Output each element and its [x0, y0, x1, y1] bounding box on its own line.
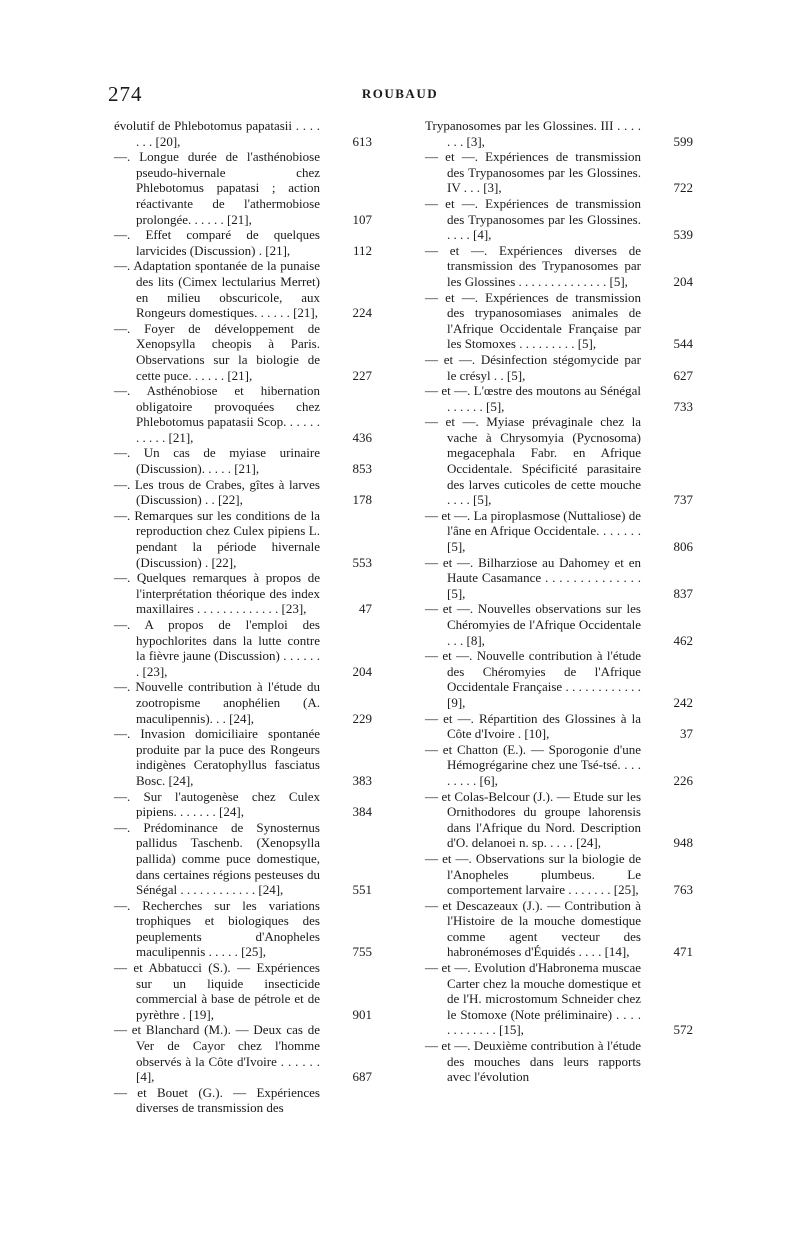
entry-text: —. Les trous de Crabes, gîtes à larves (Discussion) . . [22], — [114, 476, 320, 508]
entry-text: — et Colas-Belcour (J.). — Etude sur les Ornithodores du groupe lahorensis dans l'Afrique du Nord. Description d'O. delanoei n. sp. . . . . [24], — [425, 788, 641, 851]
index-entry — [114, 321, 372, 383]
index-entry — [425, 960, 693, 1038]
entry-page-number: 242 — [673, 694, 693, 710]
index-entry — [425, 555, 693, 602]
entry-page-number: 763 — [673, 882, 693, 898]
index-entry — [425, 414, 693, 508]
entry-text: —. Quelques remarques à propos de l'interprétation théorique des index maxillaires . . . . . . . . . . . . . [23], — [114, 570, 320, 617]
index-entry — [425, 196, 693, 243]
entry-page-number: 544 — [673, 336, 693, 352]
entry-text: —. A propos de l'emploi des hypochlorites dans la lutte contre la fièvre jaune (Discussion) . . . . . . . [23], — [114, 617, 320, 679]
entry-text: — et —. Expériences de transmission des Trypanosomes par les Glossines. IV . . . [3], — [425, 149, 641, 196]
entry-text: — et Chatton (E.). — Sporogonie d'une Hémogrégarine chez une Tsé-tsé. . . . . . . . . [6], — [425, 741, 641, 788]
entry-page-number: 901 — [352, 1006, 372, 1022]
index-entry — [114, 617, 372, 679]
entry-text: — et —. Observations sur la biologie de l'Anopheles plumbeus. Le comportement larvaire . . . . . . . [25], — [425, 850, 641, 898]
entry-text: — et —. La piroplasmose (Nuttaliose) de l'âne en Afrique Occidentale. . . . . . . [5], — [425, 507, 641, 555]
entry-page-number: 572 — [673, 1022, 693, 1038]
entry-page-number: 687 — [352, 1069, 372, 1085]
entry-text: — et —. Expériences de transmission des Trypanosomes par les Glossines. . . . . [4], — [425, 195, 641, 243]
left-column — [114, 118, 372, 1116]
entry-page-number: 599 — [673, 133, 693, 149]
entry-page-number: 227 — [352, 367, 372, 383]
index-entry — [114, 570, 372, 617]
entry-text: — et —. Bilharziose au Dahomey et en Haute Casamance . . . . . . . . . . . . . . [5], — [425, 554, 641, 601]
entry-text: — et —. Evolution d'Habronema muscae Carter chez la mouche domestique et de l'H. microstomum Schneider chez le Stomoxe (Note préliminaire) . . . . . . . . . . . . [15], — [425, 960, 641, 1038]
entry-page-number: 204 — [673, 273, 693, 289]
entry-text: —. Sur l'autogenèse chez Culex pipiens. . . . . . . [24], — [114, 788, 320, 820]
entry-page-number: 553 — [352, 554, 372, 570]
entry-page-number: 539 — [673, 227, 693, 243]
index-entry — [114, 726, 372, 788]
index-entry — [114, 508, 372, 570]
index-entry — [425, 1038, 693, 1085]
index-entry — [425, 383, 693, 414]
entry-page-number: 229 — [352, 710, 372, 726]
entry-page-number: 733 — [673, 398, 693, 414]
entry-page-number: 384 — [352, 804, 372, 820]
entry-text: —. Recherches sur les variations trophiques et biologiques des peuplements d'Anopheles maculipennis . . . . . [25], — [114, 897, 320, 960]
entry-page-number: 471 — [673, 944, 693, 960]
entry-text: —. Asthénobiose et hibernation obligatoire provoquées chez Phlebotomus papatasii Scop. . . . . . . . . . . [21], — [114, 383, 320, 445]
index-entry — [425, 243, 693, 290]
index-entry — [114, 445, 372, 476]
entry-text: — et —. Expériences de transmission des trypanosomiases animales de l'Afrique Occidentale Française par les Stomoxes . . . . . . . . . [5], — [425, 289, 641, 352]
index-entry — [425, 711, 693, 742]
entry-text: —. Adaptation spontanée de la punaise des lits (Cimex lectularius Merret) en milieu obscuricole, aux Rongeurs domestiques. . . . . . [21], — [114, 258, 320, 321]
entry-page-number: 226 — [673, 772, 693, 788]
entry-text: — et Abbatucci (S.). — Expériences sur un liquide insecticide commercial à base de pétrole et de pyrèthre . [19], — [114, 960, 320, 1022]
index-entry — [114, 679, 372, 726]
index-entry — [114, 118, 372, 149]
entry-page-number: 948 — [673, 835, 693, 851]
index-entry — [425, 118, 693, 149]
index-entry — [114, 789, 372, 820]
entry-text: Trypanosomes par les Glossines. III . . . . . . . [3], — [425, 118, 641, 149]
page-header — [0, 82, 800, 106]
right-column — [425, 118, 693, 1085]
index-entry — [425, 742, 693, 789]
entry-text: — et Blanchard (M.). — Deux cas de Ver de Cayor chez l'homme observés à la Côte d'Ivoire . . . . . . [4], — [114, 1022, 320, 1085]
entry-page-number: 722 — [673, 180, 693, 196]
entry-page-number: 737 — [673, 492, 693, 508]
index-entry — [114, 477, 372, 508]
entry-text: — et —. L'œstre des moutons au Sénégal . . . . . . [5], — [425, 383, 641, 414]
index-entry — [114, 820, 372, 898]
index-entry — [114, 960, 372, 1022]
entry-text: —. Invasion domiciliaire spontanée produite par la puce des Rongeurs indigènes Ceratophyllus fasciatus Bosc. [24], — [114, 726, 320, 788]
index-entry — [425, 352, 693, 383]
index-entry — [114, 149, 372, 227]
entry-text: — et —. Deuxième contribution à l'étude des mouches dans leurs rapports avec l'évolution — [425, 1038, 641, 1085]
entry-text: — et Bouet (G.). — Expériences diverses de transmission des — [114, 1084, 320, 1116]
index-entry — [425, 648, 693, 710]
index-entry — [114, 1022, 372, 1084]
entry-text: évolutif de Phlebotomus papatasii . . . . . . . [20], — [114, 118, 320, 149]
entry-text: —. Nouvelle contribution à l'étude du zootropisme anophélien (A. maculipennis). . . [24], — [114, 679, 320, 726]
entry-text: — et —. Répartition des Glossines à la Côte d'Ivoire . [10], — [425, 710, 641, 742]
entry-page-number: 551 — [352, 882, 372, 898]
entry-page-number: 112 — [352, 242, 372, 258]
entry-page-number: 613 — [352, 133, 372, 149]
page-number: 274 — [108, 82, 143, 106]
entry-page-number: 37 — [680, 726, 693, 742]
entry-text: —. Effet comparé de quelques larvicides (Discussion) . [21], — [114, 227, 320, 258]
entry-text: —. Remarques sur les conditions de la reproduction chez Culex pipiens L. pendant la période hivernale (Discussion) . [22], — [114, 507, 320, 570]
entry-page-number: 383 — [352, 772, 372, 788]
index-entry — [425, 898, 693, 960]
entry-page-number: 837 — [673, 585, 693, 601]
index-entry — [425, 149, 693, 196]
entry-text: — et —. Myiase prévaginale chez la vache à Chrysomyia (Pycnosoma) megacephala Fabr. en Afrique Occidentale. Spécificité parasitaire des larves cuticoles de cette mouche . . . . [5], — [425, 414, 641, 508]
entry-page-number: 806 — [673, 539, 693, 555]
entry-text: — et Descazeaux (J.). — Contribution à l'Histoire de la mouche domestique comme agent vecteur des habronémoses d'Équidés . . . . [14], — [425, 897, 641, 960]
index-entry — [114, 1085, 372, 1116]
index-entry — [425, 601, 693, 648]
entry-text: —. Longue durée de l'asthénobiose pseudo-hivernale chez Phlebotomus papatasi ; action réactivante de l'athermobiose prolongée. . . . . . [21], — [114, 149, 320, 227]
entry-page-number: 47 — [359, 601, 372, 617]
entry-page-number: 462 — [673, 632, 693, 648]
entry-page-number: 436 — [352, 429, 372, 445]
index-entry — [114, 227, 372, 258]
entry-page-number: 204 — [352, 663, 372, 679]
entry-page-number: 178 — [352, 492, 372, 508]
entry-text: —. Foyer de développement de Xenopsylla cheopis à Paris. Observations sur la biologie de cette puce. . . . . . [21], — [114, 320, 320, 383]
entry-text: —. Un cas de myiase urinaire (Discussion). . . . . [21], — [114, 445, 320, 477]
index-entry — [425, 508, 693, 555]
index-entry — [114, 898, 372, 960]
index-entry — [425, 789, 693, 851]
entry-page-number: 107 — [352, 211, 372, 227]
entry-page-number: 224 — [352, 305, 372, 321]
index-entry — [425, 290, 693, 352]
entry-page-number: 627 — [673, 367, 693, 383]
running-title: ROUBAUD — [361, 86, 439, 101]
entry-page-number: 853 — [352, 461, 372, 477]
entry-text: — et —. Nouvelles observations sur les Chéromyies de l'Afrique Occidentale . . . [8], — [425, 601, 641, 648]
entry-text: — et —. Désinfection stégomycide par le crésyl . . [5], — [425, 351, 641, 383]
entry-page-number: 755 — [352, 944, 372, 960]
entry-text: — et —. Nouvelle contribution à l'étude des Chéromyies de l'Afrique Occidentale Française . . . . . . . . . . . . [9], — [425, 648, 641, 710]
entry-text: — et —. Expériences diverses de transmission des Trypanosomes par les Glossines . . . . . . . . . . . . . . [5], — [425, 242, 641, 289]
entry-text: —. Prédominance de Synosternus pallidus Taschenb. (Xenopsylla pallida) comme puce domestique, dans certaines régions pesteuses du Sénégal . . . . . . . . . . . . [24], — [114, 819, 320, 898]
index-entry — [425, 851, 693, 898]
index-entry — [114, 383, 372, 445]
index-entry — [114, 258, 372, 320]
